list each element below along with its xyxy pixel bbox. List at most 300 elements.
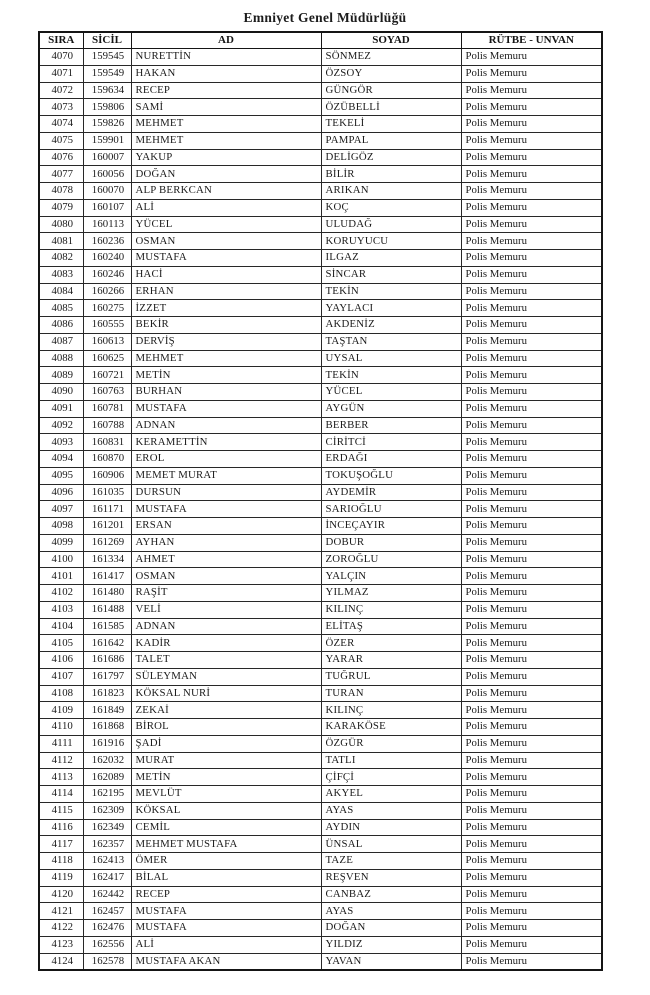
cell-soyad: ÖZER xyxy=(321,635,461,652)
cell-ad: YAKUP xyxy=(131,149,321,166)
cell-sira: 4094 xyxy=(39,451,83,468)
cell-sira: 4083 xyxy=(39,266,83,283)
cell-soyad: AYAS xyxy=(321,903,461,920)
cell-soyad: TAŞTAN xyxy=(321,333,461,350)
cell-sira: 4075 xyxy=(39,132,83,149)
cell-soyad: GÜNGÖR xyxy=(321,82,461,99)
cell-ad: MEHMET xyxy=(131,116,321,133)
cell-sira: 4079 xyxy=(39,199,83,216)
header-sicil: SİCİL xyxy=(83,32,131,49)
table-row xyxy=(39,216,602,233)
cell-rutbe: Polis Memuru xyxy=(461,233,602,250)
cell-sicil: 162357 xyxy=(83,836,131,853)
cell-soyad: PAMPAL xyxy=(321,132,461,149)
cell-soyad: KILINÇ xyxy=(321,601,461,618)
table-row xyxy=(39,501,602,518)
cell-ad: KÖKSAL NURİ xyxy=(131,685,321,702)
cell-sicil: 160625 xyxy=(83,350,131,367)
cell-rutbe: Polis Memuru xyxy=(461,116,602,133)
cell-sira: 4114 xyxy=(39,786,83,803)
cell-rutbe: Polis Memuru xyxy=(461,132,602,149)
cell-sira: 4072 xyxy=(39,82,83,99)
table-row xyxy=(39,635,602,652)
cell-rutbe: Polis Memuru xyxy=(461,333,602,350)
header-ad: AD xyxy=(131,32,321,49)
cell-soyad: DELİGÖZ xyxy=(321,149,461,166)
cell-soyad: KILINÇ xyxy=(321,702,461,719)
cell-soyad: SİNCAR xyxy=(321,266,461,283)
cell-rutbe: Polis Memuru xyxy=(461,451,602,468)
cell-ad: MUSTAFA AKAN xyxy=(131,953,321,970)
cell-sicil: 162309 xyxy=(83,802,131,819)
cell-rutbe: Polis Memuru xyxy=(461,183,602,200)
cell-sira: 4113 xyxy=(39,769,83,786)
cell-sicil: 159549 xyxy=(83,65,131,82)
table-row xyxy=(39,534,602,551)
cell-sira: 4110 xyxy=(39,719,83,736)
cell-sicil: 161417 xyxy=(83,568,131,585)
cell-sira: 4085 xyxy=(39,300,83,317)
cell-ad: ADNAN xyxy=(131,417,321,434)
cell-soyad: SÖNMEZ xyxy=(321,49,461,66)
cell-ad: METİN xyxy=(131,367,321,384)
cell-ad: MEHMET xyxy=(131,350,321,367)
cell-ad: YÜCEL xyxy=(131,216,321,233)
cell-rutbe: Polis Memuru xyxy=(461,49,602,66)
cell-sira: 4073 xyxy=(39,99,83,116)
cell-ad: ALİ xyxy=(131,199,321,216)
cell-ad: HACİ xyxy=(131,266,321,283)
header-sira: SIRA xyxy=(39,32,83,49)
cell-soyad: YÜCEL xyxy=(321,384,461,401)
cell-sicil: 160870 xyxy=(83,451,131,468)
cell-sicil: 161035 xyxy=(83,484,131,501)
cell-soyad: ÖZGÜR xyxy=(321,735,461,752)
table-row xyxy=(39,618,602,635)
cell-soyad: CİRİTCİ xyxy=(321,434,461,451)
cell-soyad: YALÇIN xyxy=(321,568,461,585)
cell-sicil: 160788 xyxy=(83,417,131,434)
cell-rutbe: Polis Memuru xyxy=(461,953,602,970)
table-row xyxy=(39,132,602,149)
cell-rutbe: Polis Memuru xyxy=(461,384,602,401)
cell-sicil: 160721 xyxy=(83,367,131,384)
table-row xyxy=(39,65,602,82)
cell-ad: MUSTAFA xyxy=(131,250,321,267)
cell-rutbe: Polis Memuru xyxy=(461,668,602,685)
cell-rutbe: Polis Memuru xyxy=(461,400,602,417)
table-row xyxy=(39,350,602,367)
cell-sira: 4120 xyxy=(39,886,83,903)
table-header xyxy=(39,32,602,49)
cell-soyad: AYAS xyxy=(321,802,461,819)
header-row xyxy=(39,32,602,49)
cell-sira: 4115 xyxy=(39,802,83,819)
cell-rutbe: Polis Memuru xyxy=(461,769,602,786)
cell-ad: İZZET xyxy=(131,300,321,317)
cell-soyad: TEKİN xyxy=(321,367,461,384)
table-row xyxy=(39,601,602,618)
cell-sira: 4093 xyxy=(39,434,83,451)
cell-sira: 4081 xyxy=(39,233,83,250)
cell-sicil: 161849 xyxy=(83,702,131,719)
cell-sicil: 161823 xyxy=(83,685,131,702)
cell-ad: MUSTAFA xyxy=(131,400,321,417)
cell-sicil: 161201 xyxy=(83,518,131,535)
cell-ad: METİN xyxy=(131,769,321,786)
cell-sicil: 159826 xyxy=(83,116,131,133)
cell-ad: DURSUN xyxy=(131,484,321,501)
cell-sira: 4080 xyxy=(39,216,83,233)
cell-soyad: ILGAZ xyxy=(321,250,461,267)
cell-ad: AYHAN xyxy=(131,534,321,551)
table-row xyxy=(39,702,602,719)
cell-sicil: 160107 xyxy=(83,199,131,216)
cell-rutbe: Polis Memuru xyxy=(461,300,602,317)
cell-sicil: 160236 xyxy=(83,233,131,250)
cell-rutbe: Polis Memuru xyxy=(461,936,602,953)
cell-sira: 4111 xyxy=(39,735,83,752)
header-soyad: SOYAD xyxy=(321,32,461,49)
cell-sira: 4095 xyxy=(39,467,83,484)
table-row xyxy=(39,166,602,183)
cell-soyad: TATLI xyxy=(321,752,461,769)
cell-soyad: ULUDAĞ xyxy=(321,216,461,233)
cell-sira: 4124 xyxy=(39,953,83,970)
cell-sira: 4119 xyxy=(39,869,83,886)
cell-sira: 4117 xyxy=(39,836,83,853)
cell-soyad: AYDEMİR xyxy=(321,484,461,501)
cell-sira: 4103 xyxy=(39,601,83,618)
cell-rutbe: Polis Memuru xyxy=(461,752,602,769)
cell-ad: BİLAL xyxy=(131,869,321,886)
cell-ad: MEMET MURAT xyxy=(131,467,321,484)
cell-ad: AHMET xyxy=(131,551,321,568)
cell-sira: 4087 xyxy=(39,333,83,350)
cell-rutbe: Polis Memuru xyxy=(461,802,602,819)
cell-sicil: 160240 xyxy=(83,250,131,267)
table-row xyxy=(39,99,602,116)
cell-soyad: ÖZSOY xyxy=(321,65,461,82)
cell-rutbe: Polis Memuru xyxy=(461,618,602,635)
table-row xyxy=(39,149,602,166)
cell-rutbe: Polis Memuru xyxy=(461,635,602,652)
cell-rutbe: Polis Memuru xyxy=(461,585,602,602)
cell-sicil: 160056 xyxy=(83,166,131,183)
table-row xyxy=(39,518,602,535)
cell-sira: 4096 xyxy=(39,484,83,501)
table-row xyxy=(39,920,602,937)
cell-sicil: 159634 xyxy=(83,82,131,99)
cell-ad: MUSTAFA xyxy=(131,501,321,518)
cell-ad: MEVLÜT xyxy=(131,786,321,803)
table-row xyxy=(39,685,602,702)
cell-rutbe: Polis Memuru xyxy=(461,568,602,585)
cell-sira: 4077 xyxy=(39,166,83,183)
cell-rutbe: Polis Memuru xyxy=(461,702,602,719)
table-row xyxy=(39,652,602,669)
cell-ad: ALP BERKCAN xyxy=(131,183,321,200)
cell-sicil: 161686 xyxy=(83,652,131,669)
table-row xyxy=(39,769,602,786)
cell-ad: SAMİ xyxy=(131,99,321,116)
cell-sicil: 160070 xyxy=(83,183,131,200)
cell-rutbe: Polis Memuru xyxy=(461,367,602,384)
page-title: Emniyet Genel Müdürlüğü xyxy=(243,10,407,25)
cell-sira: 4090 xyxy=(39,384,83,401)
cell-sira: 4091 xyxy=(39,400,83,417)
cell-sira: 4084 xyxy=(39,283,83,300)
cell-sicil: 159545 xyxy=(83,49,131,66)
cell-ad: ERHAN xyxy=(131,283,321,300)
cell-soyad: ZOROĞLU xyxy=(321,551,461,568)
cell-rutbe: Polis Memuru xyxy=(461,501,602,518)
cell-soyad: TUĞRUL xyxy=(321,668,461,685)
cell-ad: MUSTAFA xyxy=(131,903,321,920)
cell-soyad: TEKELİ xyxy=(321,116,461,133)
cell-soyad: YILDIZ xyxy=(321,936,461,953)
table-row xyxy=(39,568,602,585)
cell-rutbe: Polis Memuru xyxy=(461,417,602,434)
table-row xyxy=(39,719,602,736)
cell-soyad: DOĞAN xyxy=(321,920,461,937)
table-body xyxy=(39,49,602,971)
cell-sira: 4071 xyxy=(39,65,83,82)
cell-ad: KADİR xyxy=(131,635,321,652)
cell-ad: MEHMET MUSTAFA xyxy=(131,836,321,853)
cell-sicil: 161171 xyxy=(83,501,131,518)
cell-soyad: ARIKAN xyxy=(321,183,461,200)
table-row xyxy=(39,434,602,451)
cell-ad: SÜLEYMAN xyxy=(131,668,321,685)
cell-sicil: 162089 xyxy=(83,769,131,786)
cell-rutbe: Polis Memuru xyxy=(461,719,602,736)
cell-ad: NURETTİN xyxy=(131,49,321,66)
cell-rutbe: Polis Memuru xyxy=(461,869,602,886)
table-row xyxy=(39,786,602,803)
cell-ad: ZEKAİ xyxy=(131,702,321,719)
cell-soyad: BİLİR xyxy=(321,166,461,183)
cell-ad: BEKİR xyxy=(131,317,321,334)
cell-sicil: 160781 xyxy=(83,400,131,417)
cell-soyad: SARIOĞLU xyxy=(321,501,461,518)
cell-sira: 4105 xyxy=(39,635,83,652)
cell-sira: 4099 xyxy=(39,534,83,551)
table-row xyxy=(39,266,602,283)
cell-sicil: 161868 xyxy=(83,719,131,736)
cell-sira: 4086 xyxy=(39,317,83,334)
cell-sira: 4107 xyxy=(39,668,83,685)
cell-sicil: 161642 xyxy=(83,635,131,652)
cell-sira: 4102 xyxy=(39,585,83,602)
table-row xyxy=(39,735,602,752)
table-row xyxy=(39,300,602,317)
cell-rutbe: Polis Memuru xyxy=(461,350,602,367)
cell-sira: 4098 xyxy=(39,518,83,535)
table-row xyxy=(39,802,602,819)
cell-sira: 4088 xyxy=(39,350,83,367)
table-row xyxy=(39,752,602,769)
table-row xyxy=(39,853,602,870)
cell-sira: 4097 xyxy=(39,501,83,518)
cell-ad: MURAT xyxy=(131,752,321,769)
cell-soyad: AYDIN xyxy=(321,819,461,836)
cell-rutbe: Polis Memuru xyxy=(461,518,602,535)
cell-sira: 4070 xyxy=(39,49,83,66)
cell-ad: ALİ xyxy=(131,936,321,953)
cell-ad: ADNAN xyxy=(131,618,321,635)
table-row xyxy=(39,116,602,133)
cell-sicil: 161916 xyxy=(83,735,131,752)
cell-rutbe: Polis Memuru xyxy=(461,652,602,669)
table-row xyxy=(39,953,602,970)
cell-ad: KERAMETTİN xyxy=(131,434,321,451)
table-row xyxy=(39,317,602,334)
cell-soyad: YAVAN xyxy=(321,953,461,970)
cell-soyad: TEKİN xyxy=(321,283,461,300)
cell-sira: 4109 xyxy=(39,702,83,719)
cell-rutbe: Polis Memuru xyxy=(461,601,602,618)
table-row xyxy=(39,819,602,836)
cell-sicil: 160613 xyxy=(83,333,131,350)
cell-sicil: 162195 xyxy=(83,786,131,803)
cell-sicil: 160906 xyxy=(83,467,131,484)
cell-rutbe: Polis Memuru xyxy=(461,551,602,568)
cell-sicil: 161480 xyxy=(83,585,131,602)
table-row xyxy=(39,384,602,401)
cell-soyad: YARAR xyxy=(321,652,461,669)
cell-ad: CEMİL xyxy=(131,819,321,836)
cell-soyad: ÖZÜBELLİ xyxy=(321,99,461,116)
table-row xyxy=(39,451,602,468)
cell-soyad: TAZE xyxy=(321,853,461,870)
table-row xyxy=(39,233,602,250)
cell-sicil: 161269 xyxy=(83,534,131,551)
cell-sira: 4106 xyxy=(39,652,83,669)
cell-ad: OSMAN xyxy=(131,568,321,585)
cell-sicil: 160246 xyxy=(83,266,131,283)
cell-sira: 4074 xyxy=(39,116,83,133)
cell-ad: RECEP xyxy=(131,82,321,99)
cell-soyad: TURAN xyxy=(321,685,461,702)
cell-ad: DERVİŞ xyxy=(131,333,321,350)
table-row xyxy=(39,283,602,300)
cell-rutbe: Polis Memuru xyxy=(461,216,602,233)
cell-rutbe: Polis Memuru xyxy=(461,99,602,116)
cell-rutbe: Polis Memuru xyxy=(461,735,602,752)
table-row xyxy=(39,400,602,417)
cell-sira: 4108 xyxy=(39,685,83,702)
cell-sicil: 162476 xyxy=(83,920,131,937)
cell-sicil: 162032 xyxy=(83,752,131,769)
cell-sicil: 160266 xyxy=(83,283,131,300)
cell-sira: 4076 xyxy=(39,149,83,166)
cell-sicil: 161334 xyxy=(83,551,131,568)
table-row xyxy=(39,250,602,267)
cell-sira: 4121 xyxy=(39,903,83,920)
cell-rutbe: Polis Memuru xyxy=(461,467,602,484)
table-row xyxy=(39,417,602,434)
cell-sicil: 159806 xyxy=(83,99,131,116)
cell-soyad: ELİTAŞ xyxy=(321,618,461,635)
table-row xyxy=(39,585,602,602)
table-row xyxy=(39,333,602,350)
cell-soyad: YAYLACI xyxy=(321,300,461,317)
cell-sira: 4100 xyxy=(39,551,83,568)
cell-rutbe: Polis Memuru xyxy=(461,819,602,836)
cell-soyad: KORUYUCU xyxy=(321,233,461,250)
cell-sira: 4078 xyxy=(39,183,83,200)
table-row xyxy=(39,49,602,66)
cell-sicil: 162417 xyxy=(83,869,131,886)
cell-ad: MEHMET xyxy=(131,132,321,149)
table-row xyxy=(39,199,602,216)
table-row xyxy=(39,668,602,685)
cell-ad: VELİ xyxy=(131,601,321,618)
cell-rutbe: Polis Memuru xyxy=(461,149,602,166)
table-row xyxy=(39,484,602,501)
cell-sira: 4089 xyxy=(39,367,83,384)
cell-sira: 4112 xyxy=(39,752,83,769)
cell-soyad: AKDENİZ xyxy=(321,317,461,334)
cell-soyad: AYGÜN xyxy=(321,400,461,417)
table-row xyxy=(39,886,602,903)
cell-ad: ERSAN xyxy=(131,518,321,535)
cell-sicil: 162457 xyxy=(83,903,131,920)
table-row xyxy=(39,551,602,568)
cell-sira: 4122 xyxy=(39,920,83,937)
cell-sicil: 160007 xyxy=(83,149,131,166)
cell-rutbe: Polis Memuru xyxy=(461,166,602,183)
cell-sicil: 160763 xyxy=(83,384,131,401)
table-row xyxy=(39,82,602,99)
cell-rutbe: Polis Memuru xyxy=(461,484,602,501)
cell-rutbe: Polis Memuru xyxy=(461,199,602,216)
cell-ad: HAKAN xyxy=(131,65,321,82)
cell-rutbe: Polis Memuru xyxy=(461,283,602,300)
cell-sicil: 160555 xyxy=(83,317,131,334)
cell-soyad: ÜNSAL xyxy=(321,836,461,853)
cell-soyad: REŞVEN xyxy=(321,869,461,886)
cell-sicil: 161585 xyxy=(83,618,131,635)
cell-ad: BİROL xyxy=(131,719,321,736)
cell-ad: BURHAN xyxy=(131,384,321,401)
cell-sira: 4082 xyxy=(39,250,83,267)
cell-sira: 4092 xyxy=(39,417,83,434)
personnel-table xyxy=(38,31,603,971)
cell-ad: RAŞİT xyxy=(131,585,321,602)
cell-rutbe: Polis Memuru xyxy=(461,886,602,903)
cell-sicil: 162413 xyxy=(83,853,131,870)
cell-ad: TALET xyxy=(131,652,321,669)
cell-soyad: BERBER xyxy=(321,417,461,434)
cell-ad: OSMAN xyxy=(131,233,321,250)
cell-rutbe: Polis Memuru xyxy=(461,534,602,551)
cell-rutbe: Polis Memuru xyxy=(461,903,602,920)
cell-soyad: DOBUR xyxy=(321,534,461,551)
cell-sicil: 160275 xyxy=(83,300,131,317)
cell-ad: ŞADİ xyxy=(131,735,321,752)
cell-sicil: 162442 xyxy=(83,886,131,903)
cell-rutbe: Polis Memuru xyxy=(461,853,602,870)
cell-sira: 4101 xyxy=(39,568,83,585)
cell-sicil: 160113 xyxy=(83,216,131,233)
cell-sicil: 162556 xyxy=(83,936,131,953)
cell-sira: 4116 xyxy=(39,819,83,836)
cell-rutbe: Polis Memuru xyxy=(461,65,602,82)
cell-soyad: CANBAZ xyxy=(321,886,461,903)
table-row xyxy=(39,467,602,484)
